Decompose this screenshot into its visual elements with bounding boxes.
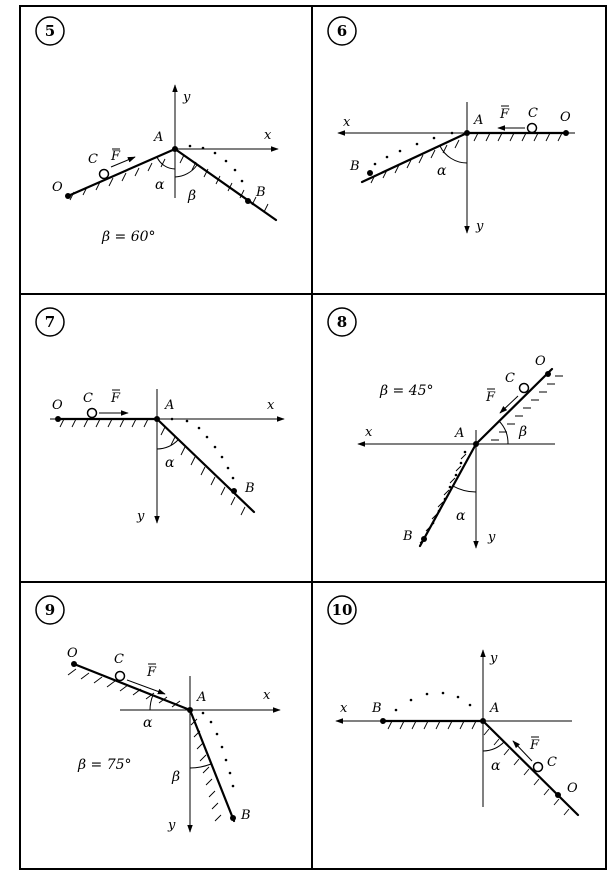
label-A: A <box>474 113 484 128</box>
x-axis-label: x <box>340 701 348 716</box>
beta-value: β = 60° <box>102 229 156 245</box>
panel-8 <box>328 308 563 548</box>
label-C: C <box>83 391 93 406</box>
label-beta: β <box>172 769 181 785</box>
angle-beta-arc <box>190 764 211 768</box>
label-beta: β <box>188 188 197 204</box>
label-alpha: α <box>437 163 447 179</box>
x-axis-label: x <box>263 688 271 703</box>
incline-AB <box>420 444 476 546</box>
point-A <box>154 416 160 422</box>
hatching <box>60 419 245 515</box>
panel-7 <box>36 308 284 524</box>
point-O <box>71 661 77 667</box>
x-axis-label: x <box>365 425 373 440</box>
label-O: O <box>567 781 578 796</box>
angle-alpha-arc <box>483 742 504 751</box>
label-C: C <box>505 371 515 386</box>
body-C <box>100 170 109 179</box>
label-F: F <box>111 149 121 164</box>
label-O: O <box>535 354 546 369</box>
x-axis-label: x <box>343 115 351 130</box>
point-O <box>563 130 569 136</box>
label-A: A <box>154 130 164 145</box>
incline-AB <box>190 710 234 821</box>
point-A <box>473 441 479 447</box>
beta-value: β = 75° <box>78 757 132 773</box>
angle-alpha-arc <box>150 695 153 710</box>
point-A <box>480 718 486 724</box>
body-C <box>520 384 529 393</box>
label-O: O <box>67 646 78 661</box>
panel-number: 8 <box>336 313 348 331</box>
y-axis-label: y <box>488 530 496 545</box>
panel-6 <box>328 17 575 234</box>
point-A <box>187 707 193 713</box>
label-C: C <box>88 152 98 167</box>
label-A: A <box>455 426 465 441</box>
label-B: B <box>245 481 255 496</box>
label-alpha: α <box>491 758 501 774</box>
x-axis-label: x <box>264 128 272 143</box>
body-C <box>88 409 97 418</box>
point-B <box>380 718 386 724</box>
body-C <box>528 124 537 133</box>
point-A <box>172 146 178 152</box>
trajectory-dots <box>171 418 235 480</box>
label-B: B <box>256 185 266 200</box>
angle-alpha-arc <box>440 146 467 163</box>
label-O: O <box>560 110 571 125</box>
label-A: A <box>197 690 207 705</box>
label-alpha: α <box>155 177 165 193</box>
panel-9 <box>36 596 280 833</box>
panel-number: 10 <box>331 601 353 619</box>
point-B <box>245 198 251 204</box>
panel-number: 6 <box>336 22 348 40</box>
label-C: C <box>528 106 538 121</box>
label-O: O <box>52 398 63 413</box>
label-alpha: α <box>143 715 153 731</box>
angle-beta-arc <box>499 421 508 444</box>
point-O <box>555 792 561 798</box>
incline-OA <box>74 664 190 710</box>
y-axis-label: y <box>137 509 145 524</box>
label-F: F <box>147 665 157 680</box>
body-C <box>534 763 543 772</box>
trajectory-dots <box>395 692 472 712</box>
label-C: C <box>114 652 124 667</box>
label-alpha: α <box>456 508 466 524</box>
label-A: A <box>490 701 500 716</box>
angle-alpha-arc <box>157 157 175 169</box>
label-F: F <box>486 390 496 405</box>
point-A <box>464 130 470 136</box>
point-O <box>65 193 71 199</box>
point-O <box>55 416 61 422</box>
y-axis-label: y <box>490 651 498 666</box>
label-A: A <box>165 398 175 413</box>
point-B <box>421 536 427 542</box>
label-B: B <box>350 159 360 174</box>
body-C <box>116 672 125 681</box>
panel-number: 5 <box>44 22 56 40</box>
label-B: B <box>241 808 251 823</box>
panel-number: 7 <box>44 313 56 331</box>
label-beta: β <box>519 424 528 440</box>
point-O <box>545 371 551 377</box>
label-F: F <box>530 738 540 753</box>
point-B <box>231 488 237 494</box>
beta-value: β = 45° <box>380 383 434 399</box>
panel-number: 9 <box>44 601 56 619</box>
label-O: O <box>52 180 63 195</box>
y-axis-label: y <box>476 219 484 234</box>
label-F: F <box>500 107 510 122</box>
point-B <box>367 170 373 176</box>
panel-5 <box>36 17 278 245</box>
label-F: F <box>111 391 121 406</box>
panel-10 <box>328 596 578 815</box>
angle-alpha-arc <box>157 440 178 449</box>
angle-alpha-arc <box>453 486 476 492</box>
hatching <box>70 155 268 212</box>
label-B: B <box>372 701 382 716</box>
y-axis-label: y <box>168 818 176 833</box>
label-alpha: α <box>165 455 175 471</box>
y-axis-label: y <box>183 90 191 105</box>
label-B: B <box>403 529 413 544</box>
label-C: C <box>547 755 557 770</box>
incline-AB <box>362 133 467 182</box>
point-B <box>230 815 236 821</box>
x-axis-label: x <box>267 398 275 413</box>
